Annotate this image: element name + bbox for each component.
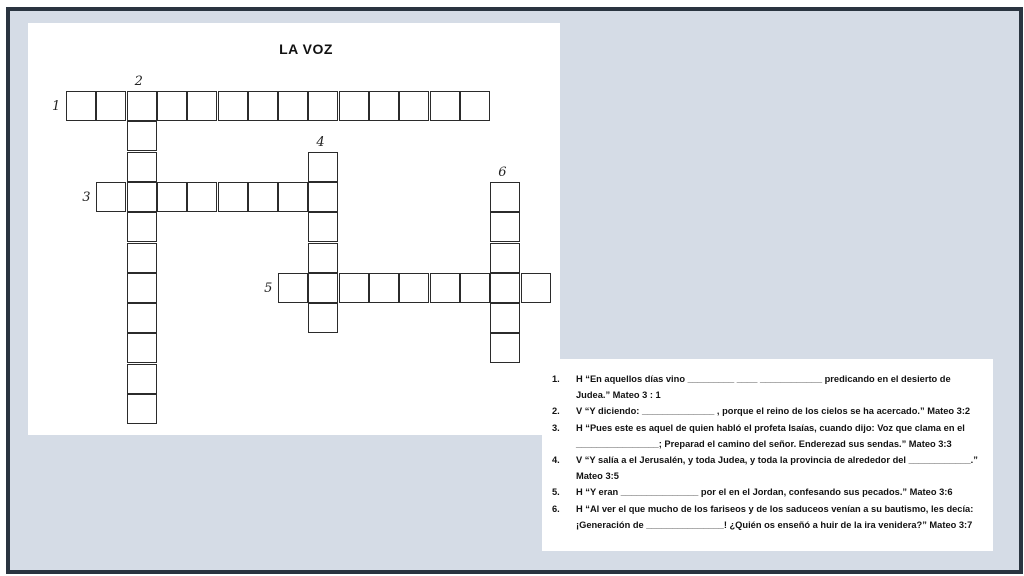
crossword-cell <box>127 91 157 121</box>
crossword-cell <box>278 91 308 121</box>
crossword-cell <box>66 91 96 121</box>
crossword-cell <box>187 182 217 212</box>
clue-item <box>552 501 983 533</box>
clue-number: 5. <box>552 487 560 498</box>
crossword-cell <box>127 182 157 212</box>
crossword-cell <box>490 182 520 212</box>
crossword-cell <box>127 273 157 303</box>
crossword-cell <box>308 212 338 242</box>
clue-text: H “En aquellos días vino _________ ____ ____________ predicando en el desierto de Judea.” Mateo 3 : 1 <box>576 374 951 401</box>
crossword-cell <box>96 91 126 121</box>
clue-item <box>552 371 983 403</box>
crossword-cell <box>157 182 187 212</box>
crossword-cell <box>490 273 520 303</box>
crossword-cell <box>278 273 308 303</box>
crossword-cell <box>127 394 157 424</box>
crossword-cell <box>339 91 369 121</box>
crossword-cell <box>308 91 338 121</box>
clue-text: H “Y eran _______________ por el en el Jordan, confesando sus pecados.” Mateo 3:6 <box>576 487 953 498</box>
clue-item <box>552 420 983 452</box>
crossword-cell <box>430 91 460 121</box>
clue-number-label: 2 <box>134 74 143 89</box>
clue-number: 3. <box>552 422 560 433</box>
crossword-cell <box>308 182 338 212</box>
crossword-cell <box>127 364 157 394</box>
clue-number: 6. <box>552 503 560 514</box>
clue-number-label: 3 <box>82 189 91 205</box>
crossword-cell <box>490 212 520 242</box>
crossword-cell <box>490 243 520 273</box>
clue-number-label: 5 <box>264 280 273 296</box>
clue-text: H “Al ver el que mucho de los fariseos y de los saduceos venían a su bautismo, les decía: ¡Generación de _______________! ¿Quién os enseñó a huir de la ira venidera?” Mateo 3:7 <box>576 503 974 530</box>
crossword-cell <box>218 182 248 212</box>
crossword-cell <box>248 182 278 212</box>
crossword-cell <box>308 303 338 333</box>
puzzle-title: LA VOZ <box>279 41 333 57</box>
clue-number-label: 4 <box>316 134 325 150</box>
crossword-panel <box>28 23 560 435</box>
crossword-cell <box>127 243 157 273</box>
crossword-cell <box>96 182 126 212</box>
crossword-cell <box>399 91 429 121</box>
crossword-cell <box>430 273 460 303</box>
crossword-cell <box>187 91 217 121</box>
clue-item <box>552 452 983 484</box>
crossword-cell <box>399 273 429 303</box>
crossword-cell <box>521 273 551 303</box>
crossword-cell <box>460 273 490 303</box>
clue-number: 2. <box>552 406 560 417</box>
crossword-cell <box>490 303 520 333</box>
crossword-cell <box>369 91 399 121</box>
crossword-cell <box>278 182 308 212</box>
crossword-grid <box>28 23 560 435</box>
clues-panel <box>542 359 993 551</box>
crossword-cell <box>339 273 369 303</box>
clue-number: 1. <box>552 374 560 384</box>
clue-item <box>552 403 983 419</box>
clue-text: H “Pues este es aquel de quien habló el profeta Isaías, cuando dijo: Voz que clama en el ________________; Preparad el camino del señor. Enderezad sus sendas.” Mateo 3:3 <box>576 422 965 449</box>
clue-text: V “Y salía a el Jerusalén, y toda Judea, y toda la provincia de alrededor del ____________.” Mateo 3:5 <box>576 455 978 482</box>
crossword-cell <box>127 152 157 182</box>
crossword-cell <box>308 152 338 182</box>
crossword-cell <box>308 243 338 273</box>
crossword-cell <box>460 91 490 121</box>
clue-item <box>552 484 983 500</box>
crossword-cell <box>308 273 338 303</box>
crossword-cell <box>369 273 399 303</box>
crossword-cell <box>127 121 157 151</box>
crossword-cell <box>218 91 248 121</box>
clue-number: 4. <box>552 455 560 466</box>
crossword-cell <box>157 91 187 121</box>
crossword-cell <box>127 333 157 363</box>
crossword-cell <box>127 303 157 333</box>
slide-frame <box>6 7 1023 574</box>
crossword-cell <box>127 212 157 242</box>
clue-list <box>542 359 993 533</box>
crossword-cell <box>490 333 520 363</box>
crossword-cell <box>248 91 278 121</box>
clue-text: V “Y diciendo: ______________ , porque el reino de los cielos se ha acercado.” Mateo 3:2 <box>576 406 971 417</box>
clue-number-label: 6 <box>498 164 507 180</box>
clue-number-label: 1 <box>52 99 61 114</box>
